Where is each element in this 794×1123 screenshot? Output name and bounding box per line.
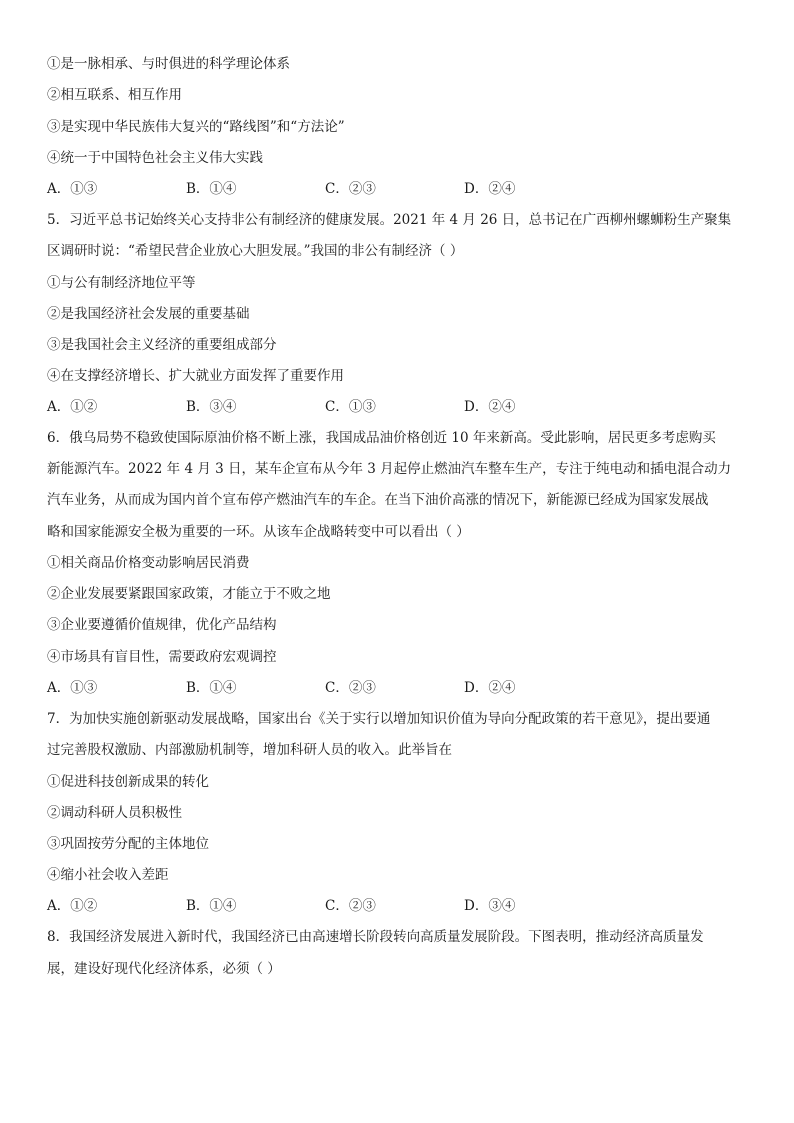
q5-choice-d: D．②④	[464, 399, 516, 415]
q4-choice-a: A．①③	[47, 181, 98, 197]
q4-option-4: ④统一于中国特色社会主义伟大实践	[47, 150, 263, 166]
q5-choice-a: A．①②	[47, 399, 98, 415]
q4-option-3: ③是实现中华民族伟大复兴的“路线图”和“方法论”	[47, 119, 345, 135]
q7-option-1: ①促进科技创新成果的转化	[47, 774, 209, 790]
q5-choice-b: B．③④	[186, 399, 237, 415]
q6-option-1: ①相关商品价格变动影响居民消费	[47, 555, 250, 571]
q6-option-3: ③企业要遵循价值规律，优化产品结构	[47, 617, 277, 633]
q7-choice-b: B．①④	[186, 898, 237, 914]
q4-option-1: ①是一脉相承、与时俱进的科学理论体系	[47, 56, 290, 72]
q8-stem-line-2: 展，建设好现代化经济体系，必须（ ）	[47, 961, 281, 977]
q7-option-4: ④缩小社会收入差距	[47, 867, 169, 883]
q5-stem-line-1: 5．习近平总书记始终关心支持非公有制经济的健康发展。2021 年 4 月 26 日，总书记在广西柳州螺蛳粉生产聚集	[47, 212, 732, 228]
q5-option-4: ④在支撑经济增长、扩大就业方面发挥了重要作用	[47, 368, 344, 384]
q5-choice-c: C．①③	[325, 399, 376, 415]
q7-choice-c: C．②③	[325, 898, 376, 914]
q6-choice-c: C．②③	[325, 680, 376, 696]
q4-choices	[47, 179, 747, 199]
q4-option-2: ②相互联系、相互作用	[47, 87, 182, 103]
q4-choice-c: C．②③	[325, 181, 376, 197]
q7-option-2: ②调动科研人员积极性	[47, 805, 182, 821]
q6-stem-line-1: 6．俄乌局势不稳致使国际原油价格不断上涨，我国成品油价格创近 10 年来新高。受此影响，居民更多考虑购买	[47, 430, 716, 446]
q7-choice-d: D．③④	[464, 898, 516, 914]
q6-choices	[47, 678, 747, 698]
q4-choice-b: B．①④	[186, 181, 237, 197]
q5-stem-line-2: 区调研时说：“希望民营企业放心大胆发展。”我国的非公有制经济（ ）	[47, 243, 464, 259]
q7-choices	[47, 896, 747, 916]
q5-option-2: ②是我国经济社会发展的重要基础	[47, 306, 250, 322]
q6-choice-d: D．②④	[464, 680, 516, 696]
q6-choice-b: B．①④	[186, 680, 237, 696]
q4-choice-d: D．②④	[464, 181, 516, 197]
q6-stem-line-2: 新能源汽车。2022 年 4 月 3 日，某车企宣布从今年 3 月起停止燃油汽车整车生产，专注于纯电动和插电混合动力	[47, 461, 732, 477]
q6-choice-a: A．①③	[47, 680, 98, 696]
q6-stem-line-4: 略和国家能源安全极为重要的一环。从该车企战略转变中可以看出（ ）	[47, 524, 470, 540]
q6-option-2: ②企业发展要紧跟国家政策，才能立于不败之地	[47, 586, 331, 602]
q7-choice-a: A．①②	[47, 898, 98, 914]
q6-stem-line-3: 汽车业务，从而成为国内首个宣布停产燃油汽车的车企。在当下油价高涨的情况下，新能源已经成为国家发展战	[47, 492, 709, 508]
q7-stem-line-1: 7．为加快实施创新驱动发展战略，国家出台《关于实行以增加知识价值为导向分配政策的若干意见》，提出要通	[47, 711, 711, 727]
q6-option-4: ④市场具有盲目性，需要政府宏观调控	[47, 649, 277, 665]
q5-option-1: ①与公有制经济地位平等	[47, 275, 196, 291]
q5-option-3: ③是我国社会主义经济的重要组成部分	[47, 337, 277, 353]
q5-choices	[47, 397, 747, 417]
q7-option-3: ③巩固按劳分配的主体地位	[47, 836, 209, 852]
q8-stem-line-1: 8．我国经济发展进入新时代，我国经济已由高速增长阶段转向高质量发展阶段。下图表明，推动经济高质量发	[47, 929, 704, 945]
q7-stem-line-2: 过完善股权激励、内部激励机制等，增加科研人员的收入。此举旨在	[47, 742, 452, 758]
